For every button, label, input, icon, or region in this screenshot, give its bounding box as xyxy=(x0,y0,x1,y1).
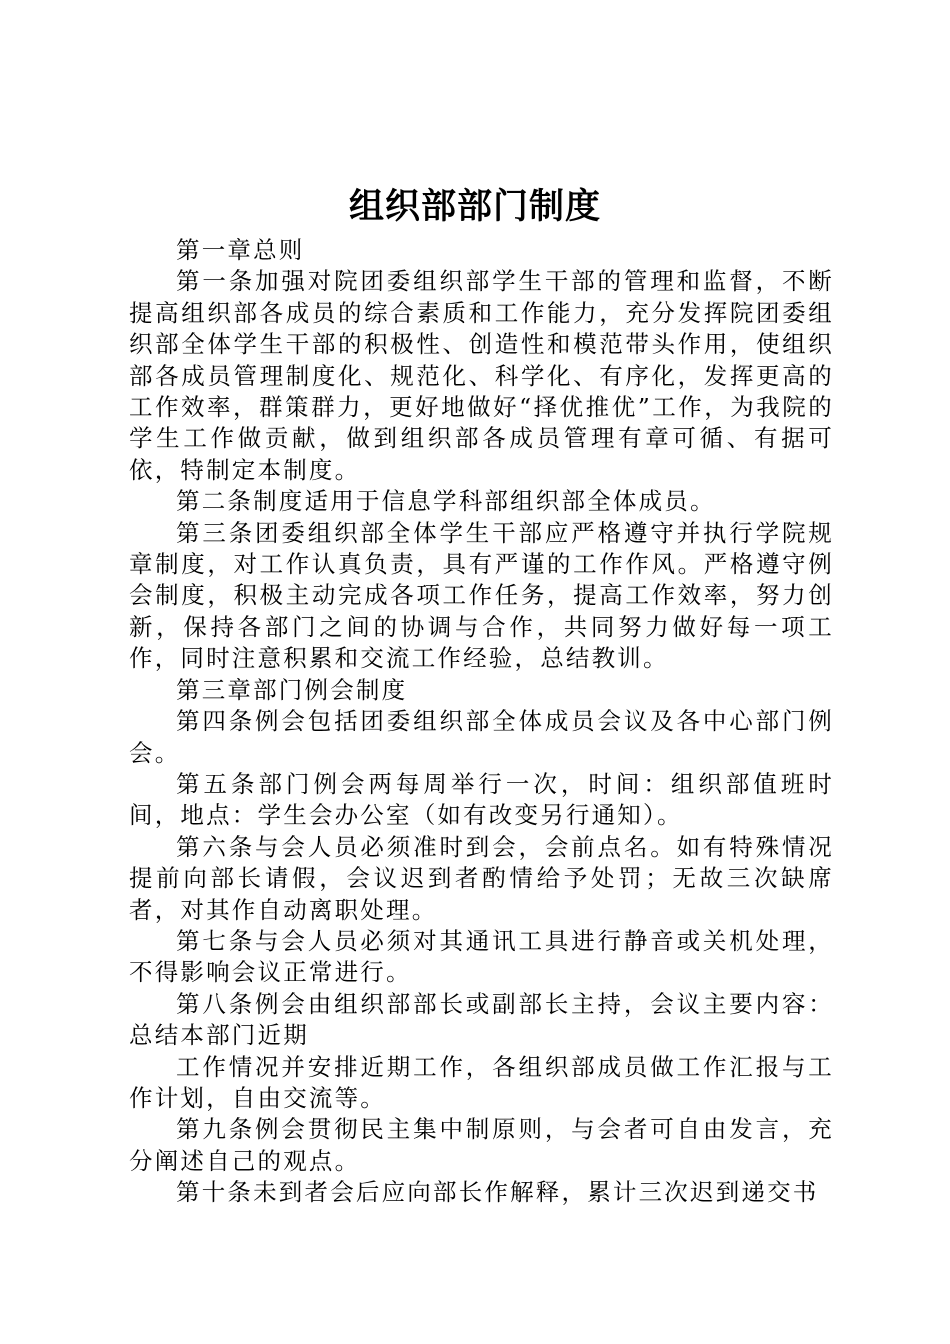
article-paragraph: 第六条与会人员必须准时到会，会前点名。如有特殊情况提前向部长请假，会议迟到者酌情给予处罚；无故三次缺席者，对其作自动离职处理。 xyxy=(129,832,834,924)
document-body xyxy=(129,235,834,1209)
article-paragraph: 第二条制度适用于信息学科部组织部全体成员。 xyxy=(176,487,716,516)
article-paragraph: 第五条部门例会两每周举行一次，时间：组织部值班时间，地点：学生会办公室（如有改变另行通知）。 xyxy=(129,769,834,830)
article-paragraph: 第十条未到者会后应向部长作解释，累计三次迟到递交书 xyxy=(176,1178,819,1207)
article-paragraph: 第四条例会包括团委组织部全体成员会议及各中心部门例会。 xyxy=(129,707,834,767)
article-paragraph: 第八条例会由组织部部长或副部长主持，会议主要内容：总结本部门近期 xyxy=(129,989,834,1050)
article-paragraph: 第三条团委组织部全体学生干部应严格遵守并执行学院规章制度，对工作认真负责，具有严谨的工作作风。严格遵守例会制度，积极主动完成各项工作任务，提高工作效率，努力创新，保持各部门之间的协调与合作，共同努力做好每一项工作，同时注意积累和交流工作经验，总结教训。 xyxy=(129,518,834,673)
chapter-heading: 第三章部门例会制度 xyxy=(176,675,408,704)
article-paragraph: 第一条加强对院团委组织部学生干部的管理和监督，不断提高组织部各成员的综合素质和工作能力，充分发挥院团委组织部全体学生干部的积极性、创造性和模范带头作用，使组织部各成员管理制度化、规范化、科学化、有序化，发挥更高的工作效率，群策群力，更好地做好“择优推优”工作，为我院的学生工作做贡献，做到组织部各成员管理有章可循、有据可依，特制定本制度。 xyxy=(129,267,834,484)
article-paragraph: 第九条例会贯彻民主集中制原则，与会者可自由发言，充分阐述自己的观点。 xyxy=(129,1115,834,1175)
article-paragraph: 工作情况并安排近期工作，各组织部成员做工作汇报与工作计划，自由交流等。 xyxy=(129,1052,834,1112)
chapter-heading: 第一章总则 xyxy=(176,236,305,264)
article-paragraph: 第七条与会人员必须对其通讯工具进行静音或关机处理，不得影响会议正常进行。 xyxy=(129,926,834,987)
document-title: 组织部部门制度 xyxy=(348,187,601,227)
